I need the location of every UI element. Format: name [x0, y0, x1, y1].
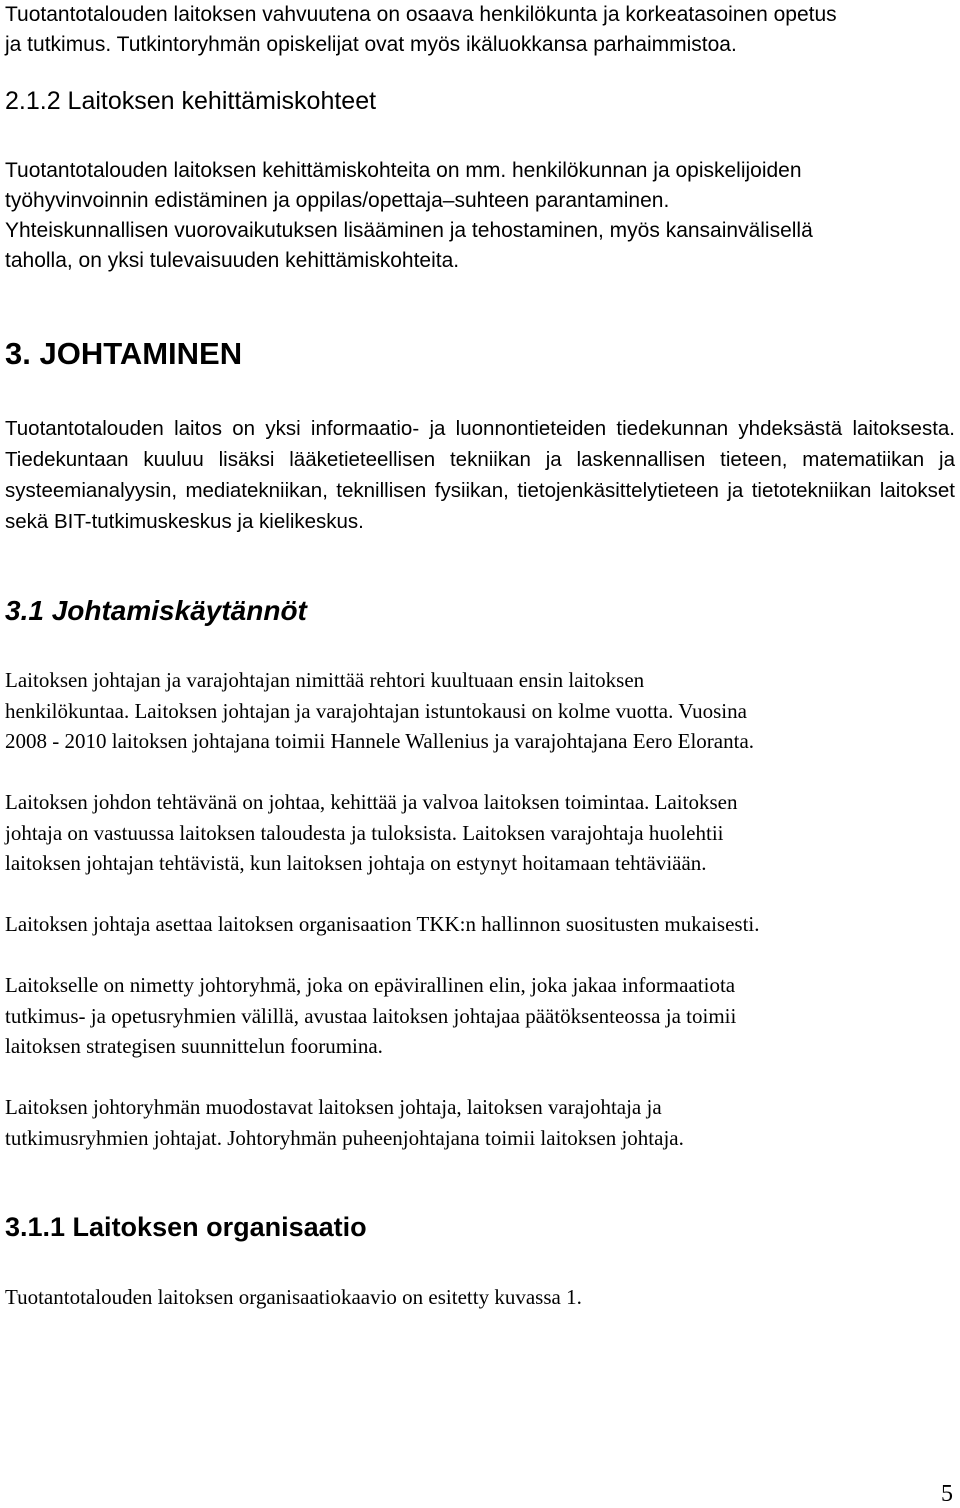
- development-paragraph: [5, 156, 935, 276]
- text-line: tutkimus- ja opetusryhmien välillä, avustaa laitoksen johtajaa päätöksenteossa ja toimii: [5, 1003, 737, 1028]
- text-line: ja tutkimus. Tutkintoryhmän opiskelijat ovat myös ikäluokkansa parhaimmistoa.: [5, 33, 737, 56]
- text-line: Tuotantotalouden laitoksen kehittämiskohteita on mm. henkilökunnan ja opiskelijoiden: [5, 159, 802, 182]
- text-line: Laitokselle on nimetty johtoryhmä, joka on epävirallinen elin, joka jakaa informaatiota: [5, 973, 736, 997]
- steering-group-paragraph: [5, 970, 955, 1062]
- duties-paragraph: [5, 787, 955, 879]
- text-line: Tuotantotalouden laitoksen vahvuutena on osaava henkilökunta ja korkeatasoinen opetus: [5, 3, 837, 26]
- intro-paragraph: [5, 0, 935, 60]
- text-line: Yhteiskunnallisen vuorovaikutuksen lisääminen ja tehostaminen, myös kansainvälisellä: [5, 219, 813, 242]
- text-line: Tuotantotalouden laitos on yksi informaatio- ja luonnontieteiden tiedekunnan yhdeksästä: [5, 417, 843, 440]
- text-line: Laitoksen johtaja asettaa laitoksen organisaation TKK:n hallinnon suositusten mukaisesti.: [5, 912, 760, 936]
- text-line: tietojenkäsittelytieteen ja tietotekniikan laitokset sekä BIT-tutkimuskeskus ja kielikeskus.: [5, 479, 955, 533]
- appointment-paragraph: [5, 665, 955, 757]
- text-line: taholla, on yksi tulevaisuuden kehittämiskohteita.: [5, 249, 460, 272]
- org-chart-paragraph: [5, 1282, 955, 1313]
- text-line: laitoksesta. Tiedekuntaan kuuluu lisäksi lääketieteellisen tekniikan ja laskennallisen: [5, 417, 955, 471]
- text-line: tieteen, matematiikan ja systeemianalyysin, mediatekniikan, teknillisen fysiikan,: [5, 448, 955, 502]
- text-line: henkilökuntaa. Laitoksen johtajan ja varajohtajan istuntokausi on kolme vuotta. Vuosina: [5, 698, 747, 723]
- text-line: Tuotantotalouden laitoksen organisaatiokaavio on esitetty kuvassa 1.: [5, 1285, 582, 1309]
- steering-group-members-paragraph: [5, 1092, 955, 1153]
- text-line: 2008 - 2010 laitoksen johtajana toimii Hannele Wallenius ja varajohtajana Eero Eloranta.: [5, 729, 755, 753]
- page-number: 5: [941, 1481, 953, 1507]
- text-line: laitoksen johtajan tehtävistä, kun laitoksen johtaja on estynyt hoitamaan tehtäviään.: [5, 851, 707, 875]
- text-line: Laitoksen johtoryhmän muodostavat laitoksen johtaja, laitoksen varajohtaja ja: [5, 1095, 662, 1119]
- section-heading-3-1-1: 3.1.1 Laitoksen organisaatio: [5, 1212, 367, 1242]
- text-line: johtaja on vastuussa laitoksen taloudesta ja tuloksista. Laitoksen varajohtaja huolehtii: [5, 820, 724, 845]
- text-line: laitoksen strategisen suunnittelun foorumina.: [5, 1034, 383, 1058]
- section-heading-3-1: 3.1 Johtamiskäytännöt: [5, 595, 307, 626]
- text-line: Laitoksen johdon tehtävänä on johtaa, kehittää ja valvoa laitoksen toimintaa. Laitoksen: [5, 790, 738, 814]
- text-line: tutkimusryhmien johtajat. Johtoryhmän puheenjohtajana toimii laitoksen johtaja.: [5, 1125, 684, 1150]
- section-heading-2-1-2: 2.1.2 Laitoksen kehittämiskohteet: [5, 87, 377, 115]
- chapter-heading-johtaminen: 3. JOHTAMINEN: [5, 336, 243, 371]
- organisation-paragraph: [5, 909, 955, 940]
- text-line: työhyvinvoinnin edistäminen ja oppilas/opettaja–suhteen parantaminen.: [5, 189, 670, 212]
- management-paragraph: [5, 413, 955, 537]
- text-line: Laitoksen johtajan ja varajohtajan nimittää rehtori kuultuaan ensin laitoksen: [5, 668, 645, 692]
